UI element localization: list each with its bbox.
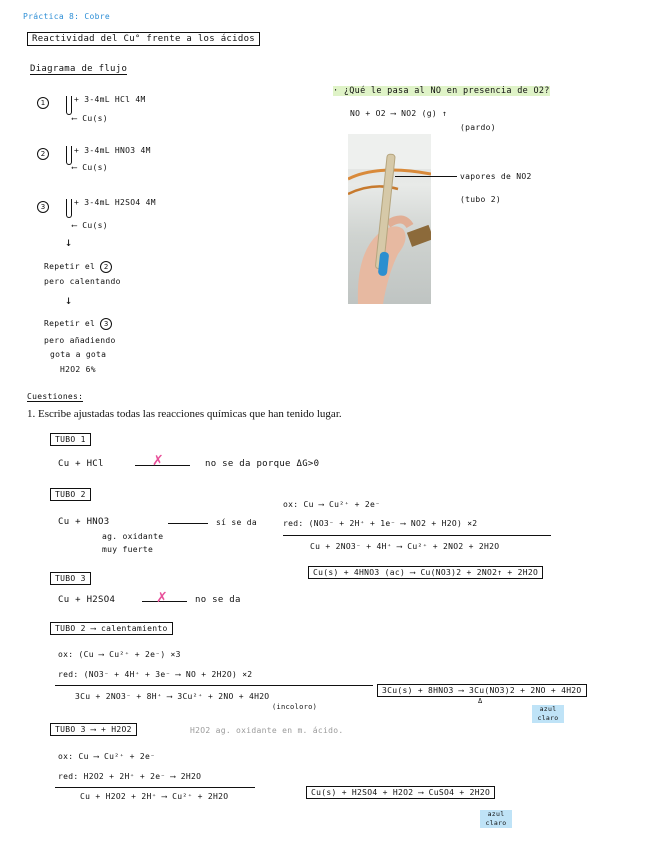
- flow-arrow-2-icon: ↓: [65, 293, 73, 307]
- step2-line3: gota a gota: [50, 350, 107, 359]
- vapor-pointer-line: [395, 176, 457, 177]
- test-tube-1-icon: [66, 96, 72, 115]
- tubo2-heat-final-box: [377, 684, 587, 697]
- tubo2-reaction: Cu + HNO3: [58, 517, 110, 527]
- tubo3-h2o2-label: TUBO 3 ⟶ + H2O2: [50, 723, 137, 736]
- tube-3-reagent: + 3-4mL H2SO4 4M: [74, 198, 156, 207]
- tubo3-reaction: Cu + H2SO4: [58, 595, 116, 605]
- tubo2-final-box: [308, 566, 543, 579]
- tubo1-label: TUBO 1: [50, 433, 91, 446]
- tubo1-result: no se da porque ΔG>0: [205, 459, 320, 469]
- tubo2-ox: ox: Cu ⟶ Cu²⁺ + 2e⁻: [283, 500, 381, 509]
- step2-line4: H2O2 6%: [60, 365, 96, 374]
- vapor-label: vapores de NO2: [460, 172, 532, 181]
- step2-line1: Repetir el 3: [44, 318, 112, 330]
- tubo3-h2o2-sum: Cu + H2O2 + 2H⁺ ⟶ Cu²⁺ + 2H2O: [80, 792, 229, 801]
- tube-2-number: 2: [37, 148, 49, 160]
- tubo2-sum: Cu + 2NO3⁻ + 4H⁺ ⟶ Cu²⁺ + 2NO2 + 2H2O: [310, 542, 500, 551]
- tube-1-number: 1: [37, 97, 49, 109]
- tube-ref-label: (tubo 2): [460, 195, 501, 204]
- tubo2-heat-ox: ox: (Cu ⟶ Cu²⁺ + 2e⁻) ×3: [58, 650, 181, 659]
- tube-2-reagent: + 3-4mL HNO3 4M: [74, 146, 151, 155]
- tubo2-heat-sum: 3Cu + 2NO3⁻ + 8H⁺ ⟶ 3Cu²⁺ + 2NO + 4H2O: [75, 692, 270, 701]
- tubo2-heat-final: 3Cu(s) + 8HNO3 ⟶ 3Cu(NO3)2 + 2NO + 4H2O: [382, 686, 582, 695]
- tubo2-heat-red: red: (NO3⁻ + 4H⁺ + 3e⁻ ⟶ NO + 2H2O) ×2: [58, 670, 253, 679]
- tubo2-label: TUBO 2: [50, 488, 91, 501]
- tube-1-reagent: + 3-4mL HCl 4M: [74, 95, 146, 104]
- no-question: · ¿Qué le pasa al NO en presencia de O2?: [333, 86, 550, 96]
- tubo2-sum-line: [283, 535, 551, 536]
- flow-arrow-1-icon: ↓: [65, 235, 73, 249]
- photo-illustration: [348, 134, 431, 304]
- tubo1-reaction: Cu + HCl: [58, 459, 104, 469]
- no-reaction: NO + O2 ⟶ NO2 (g) ↑: [350, 109, 448, 118]
- tubo3-h2o2-final: Cu(s) + H2SO4 + H2O2 ⟶ CuSO4 + 2H2O: [311, 788, 491, 797]
- tubo2-heat-color-note: azul claro: [532, 705, 564, 723]
- tubo3-label: TUBO 3: [50, 572, 91, 585]
- tubo2-arrow: [168, 523, 208, 524]
- tube-3-number: 3: [37, 201, 49, 213]
- practica-title: Práctica 8: Cobre: [23, 12, 110, 21]
- delta-label: Δ: [478, 697, 483, 705]
- tube-3-solid: ⟵ Cu(s): [72, 221, 108, 230]
- tubo2-note2: muy fuerte: [102, 545, 154, 554]
- tubo3-cross-icon: ✗: [156, 590, 168, 606]
- tubo2-red: red: (NO3⁻ + 2H⁺ + 1e⁻ ⟶ NO2 + H2O) ×2: [283, 519, 478, 528]
- questions-heading: Cuestiones:: [27, 392, 84, 401]
- tubo3-h2o2-sum-line: [55, 787, 255, 788]
- tubo2-heat-sum-line: [55, 685, 373, 686]
- tubo2-result: sí se da: [216, 518, 257, 527]
- no-reaction-note: (pardo): [460, 123, 496, 132]
- tube-1-solid: ⟵ Cu(s): [72, 114, 108, 123]
- tubo2-heat-label: TUBO 2 ⟶ calentamiento: [50, 622, 173, 635]
- tubo2-final: Cu(s) + 4HNO3 (ac) ⟶ Cu(NO3)2 + 2NO2↑ + 2H2O: [313, 568, 539, 577]
- tubo3-h2o2-final-box: [306, 786, 495, 799]
- step2-line2: pero añadiendo: [44, 336, 116, 345]
- tubo2-heat-sum-note: (incoloro): [272, 703, 318, 711]
- step1-line1: Repetir el 2: [44, 261, 112, 273]
- tubo3-result: no se da: [195, 595, 241, 605]
- tubo3-h2o2-red: red: H2O2 + 2H⁺ + 2e⁻ ⟶ 2H2O: [58, 772, 202, 781]
- section-title: Reactividad del Cu° frente a los ácidos: [32, 34, 256, 44]
- tubo3-h2o2-note: H2O2 ag. oxidante en m. ácido.: [190, 726, 344, 735]
- tube-2-solid: ⟵ Cu(s): [72, 163, 108, 172]
- tubo3-h2o2-ox: ox: Cu ⟶ Cu²⁺ + 2e⁻: [58, 752, 156, 761]
- section-title-box: [27, 32, 260, 46]
- test-tube-photo: [348, 134, 431, 304]
- step2-num: 3: [100, 318, 112, 330]
- diagram-heading: Diagrama de flujo: [30, 64, 128, 74]
- test-tube-3-icon: [66, 199, 72, 218]
- question-1: 1. Escribe ajustadas todas las reacciones químicas que han tenido lugar.: [27, 408, 342, 420]
- tubo2-note1: ag. oxidante: [102, 532, 164, 541]
- step1-num: 2: [100, 261, 112, 273]
- tubo1-cross-icon: ✗: [152, 453, 164, 469]
- tubo3-h2o2-color-note: azul claro: [480, 810, 512, 828]
- step1-line2: pero calentando: [44, 277, 121, 286]
